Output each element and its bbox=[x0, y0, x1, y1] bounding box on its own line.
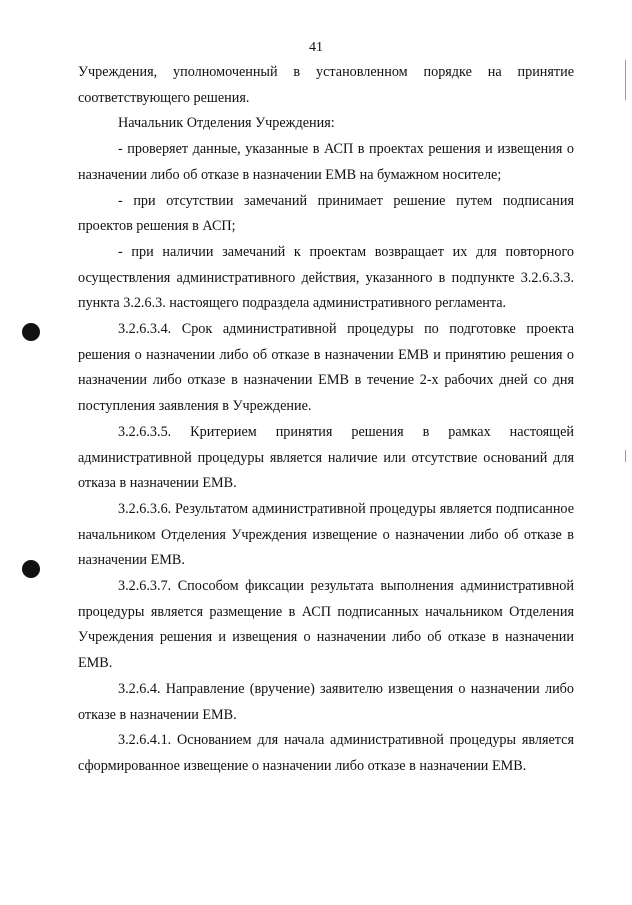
scan-margin-mark bbox=[625, 450, 626, 462]
paragraph: - при отсутствии замечаний принимает решение путем подписания проектов решения в АСП; bbox=[78, 192, 574, 235]
paragraph: Начальник Отделения Учреждения: bbox=[118, 115, 335, 132]
paragraph: - при наличии замечаний к проектам возвращает их для повторного осуществления административного действия, указанного в подпункте 3.2.6.3.3. пункта 3.2.6.3. настоящего подраздела административного регламента. bbox=[78, 243, 574, 312]
punch-hole-top bbox=[22, 323, 40, 341]
punch-hole-bottom bbox=[22, 560, 40, 578]
paragraph: 3.2.6.4.1. Основанием для начала административной процедуры является сформированное извещение о назначении либо отказе в назначении ЕМВ. bbox=[78, 732, 574, 774]
paragraph: 3.2.6.3.4. Срок административной процедуры по подготовке проекта решения о назначении либо об отказе в назначении ЕМВ и принятию решения о назначении либо отказе в назначении ЕМВ в течение 2-х рабочих дней со дня поступления заявления в Учреждение. bbox=[78, 321, 574, 415]
scan-margin-mark bbox=[625, 60, 626, 100]
paragraph: 3.2.6.3.5. Критерием принятия решения в рамках настоящей административной процедуры является наличие или отсутствие оснований для отказа в назначении ЕМВ. bbox=[78, 423, 574, 492]
paragraph: - проверяет данные, указанные в АСП в проектах решения и извещения о назначении либо об отказе в назначении ЕМВ на бумажном носителе; bbox=[78, 141, 574, 183]
paragraph: 3.2.6.3.6. Результатом административной процедуры является подписанное начальником Отделения Учреждения извещение о назначении либо об отказе в назначении ЕМВ. bbox=[78, 500, 574, 569]
paragraph: Учреждения, уполномоченный в установленном порядке на принятие соответствующего решения. bbox=[78, 64, 574, 106]
paragraph: 3.2.6.3.7. Способом фиксации результата выполнения административной процедуры является размещение в АСП подписанных начальником Отделения Учреждения решения и извещения о назначении либо об отказе в назначении ЕМВ. bbox=[78, 578, 574, 672]
paragraph: 3.2.6.4. Направление (вручение) заявителю извещения о назначении либо отказе в назначении ЕМВ. bbox=[78, 680, 574, 723]
document-body bbox=[78, 60, 574, 780]
page-number: 41 bbox=[309, 40, 323, 55]
